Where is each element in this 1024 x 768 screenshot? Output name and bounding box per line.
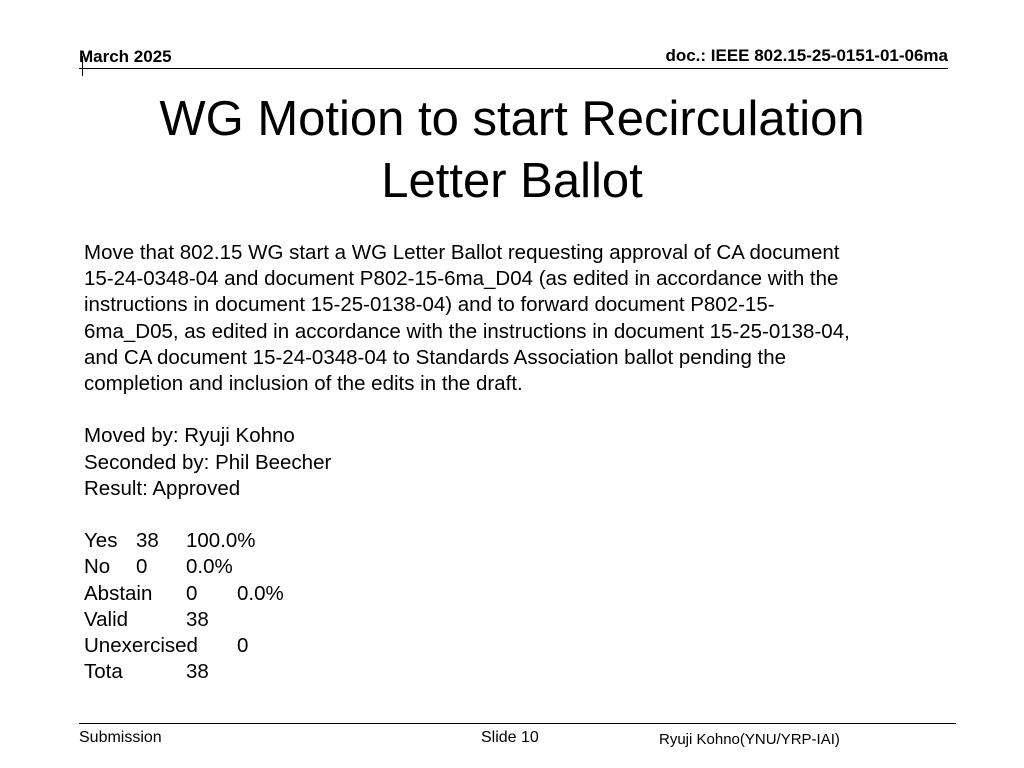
motion-text	[84, 240, 1004, 397]
footer-slide-number: Slide 10	[481, 729, 539, 746]
footer-submission: Submission	[79, 729, 162, 746]
vote-label: Tota	[84, 660, 123, 684]
vote-label: Valid	[84, 607, 129, 631]
header-date: March 2025	[79, 47, 172, 66]
vote-label: Unexercised	[84, 634, 198, 658]
moved-by: Moved by: Ryuji Kohno	[84, 424, 295, 448]
motion-line: instructions in document 15-25-0138-04) and to forward document P802-15-	[84, 293, 775, 317]
vote-row-no	[84, 554, 1004, 580]
vote-row-yes	[84, 528, 1004, 554]
vote-count: 38	[186, 660, 209, 684]
header-tick-mark	[82, 56, 83, 76]
vote-count: 38	[186, 607, 209, 631]
vote-label: Yes	[84, 529, 118, 553]
header-doc-id: doc.: IEEE 802.15-25-0151-01-06ma	[665, 46, 948, 65]
vote-row-unexercised	[84, 633, 1004, 659]
slide-title-line-2: Letter Ballot	[381, 154, 643, 208]
vote-count: 38	[136, 529, 159, 553]
result: Result: Approved	[84, 476, 241, 500]
vote-count: 0	[186, 581, 198, 605]
vote-count: 0	[136, 555, 148, 579]
slide-title-line-1: WG Motion to start Recirculation	[159, 92, 865, 146]
vote-row-abstain	[84, 581, 1004, 607]
header-rule	[79, 68, 948, 69]
motion-line: 6ma_D05, as edited in accordance with the instructions in document 15-25-0138-04,	[84, 319, 850, 343]
motion-line: Move that 802.15 WG start a WG Letter Ballot requesting approval of CA document	[84, 241, 840, 264]
motion-line: and CA document 15-24-0348-04 to Standards Association ballot pending the	[84, 345, 787, 369]
vote-percent: 0.0%	[237, 581, 284, 605]
motion-line: completion and inclusion of the edits in the draft.	[84, 372, 523, 396]
motion-movers	[84, 423, 1004, 502]
seconded-by: Seconded by: Phil Beecher	[84, 450, 332, 474]
footer-rule	[79, 723, 956, 724]
footer-author: Ryuji Kohno(YNU/YRP-IAI)	[659, 731, 840, 748]
slide-body	[84, 240, 1004, 685]
vote-row-total	[84, 659, 1004, 685]
vote-label: Abstain	[84, 581, 153, 605]
vote-count: 0	[237, 634, 249, 658]
slide-title	[60, 88, 964, 212]
vote-percent: 0.0%	[186, 555, 233, 579]
vote-percent: 100.0%	[186, 529, 256, 553]
motion-line: 15-24-0348-04 and document P802-15-6ma_D04 (as edited in accordance with the	[84, 267, 839, 291]
vote-row-valid	[84, 607, 1004, 633]
vote-tally	[84, 528, 1004, 685]
vote-label: No	[84, 555, 111, 579]
